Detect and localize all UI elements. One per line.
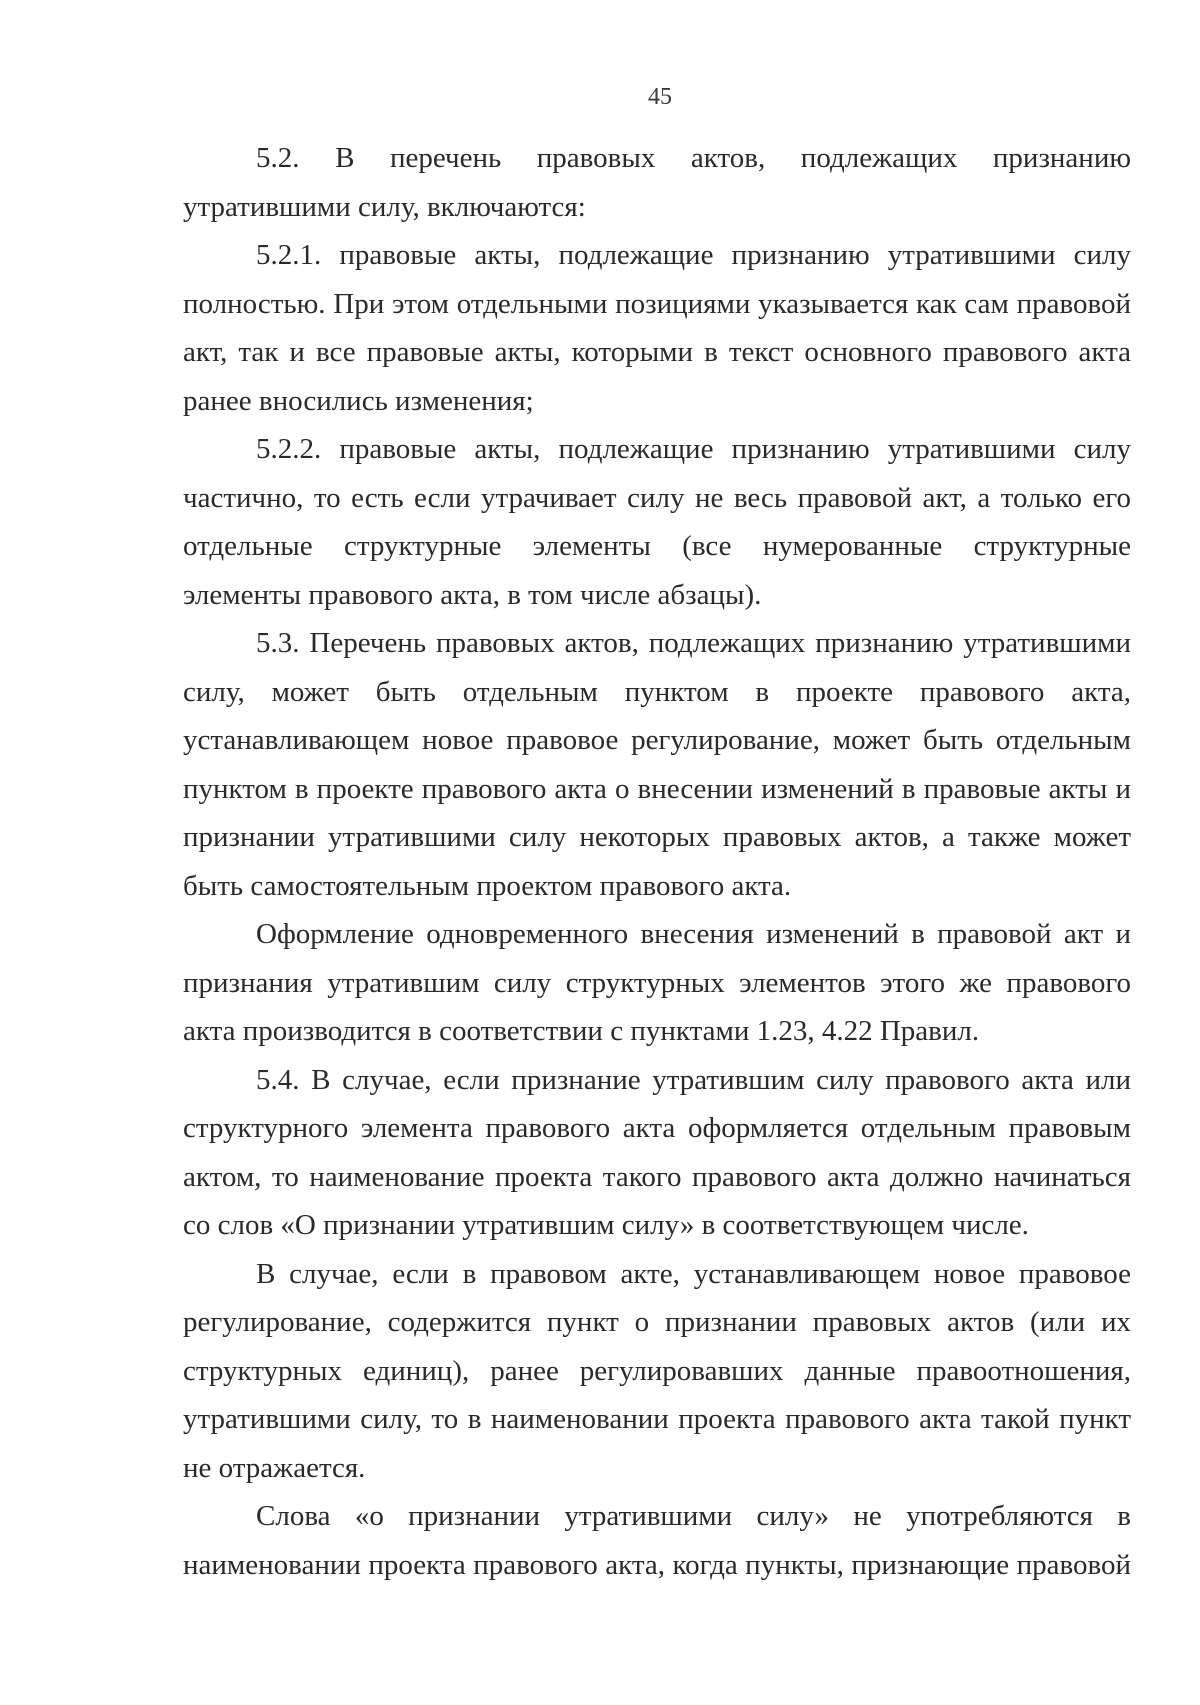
paragraph-5-4: 5.4. В случае, если признание утратившим силу правового акта или структурного элемента правового акта оформляется отдельным правовым актом, то наименование проекта такого правового акта должно начинаться со слов «О признании утратившим силу» в соответствующем числе. — [183, 1063, 1131, 1241]
paragraph-simultaneous-changes: Оформление одновременного внесения изменений в правовой акт и признания утратившим силу структурных элементов этого же правового акта производится в соответствии с пунктами 1.23, 4.22 Правил. — [183, 918, 1131, 1047]
paragraph-5-3: 5.3. Перечень правовых актов, подлежащих признанию утратившими силу, может быть отдельным пунктом в проекте правового акта, устанавливающем новое правовое регулирование, может быть отдельным пунктом в проекте правового акта о внесении изменений в правовые акты и признании утратившими силу некоторых правовых актов, а также может быть самостоятельным проектом правового акта. — [183, 627, 1131, 902]
paragraph-5-2-1: 5.2.1. правовые акты, подлежащие признанию утратившими силу полностью. При этом отдельными позициями указывается как сам правовой акт, так и все правовые акты, которыми в текст основного правового акта ранее вносились изменения; — [183, 239, 1131, 417]
paragraph-new-regulation: В случае, если в правовом акте, устанавливающем новое правовое регулирование, содержится пункт о признании правовых актов (или их структурных единиц), ранее регулировавших данные правоотношения, утратившими силу, то в наименовании проекта правового акта такой пункт не отражается. — [183, 1257, 1131, 1484]
paragraph-words-usage: Слова «о признании утратившими силу» не употребляются в наименовании проекта правового акта, когда пункты, признающие правовой — [183, 1500, 1131, 1581]
paragraph-5-2-2: 5.2.2. правовые акты, подлежащие признанию утратившими силу частично, то есть если утрачивает силу не весь правовой акт, а только его отдельные структурные элементы (все нумерованные структурные элементы правового акта, в том числе абзацы). — [183, 433, 1131, 611]
paragraph-5-2: 5.2. В перечень правовых актов, подлежащих признанию утратившими силу, включаются: — [183, 142, 1131, 223]
document-body — [183, 134, 1131, 1589]
page-number: 45 — [648, 84, 672, 110]
